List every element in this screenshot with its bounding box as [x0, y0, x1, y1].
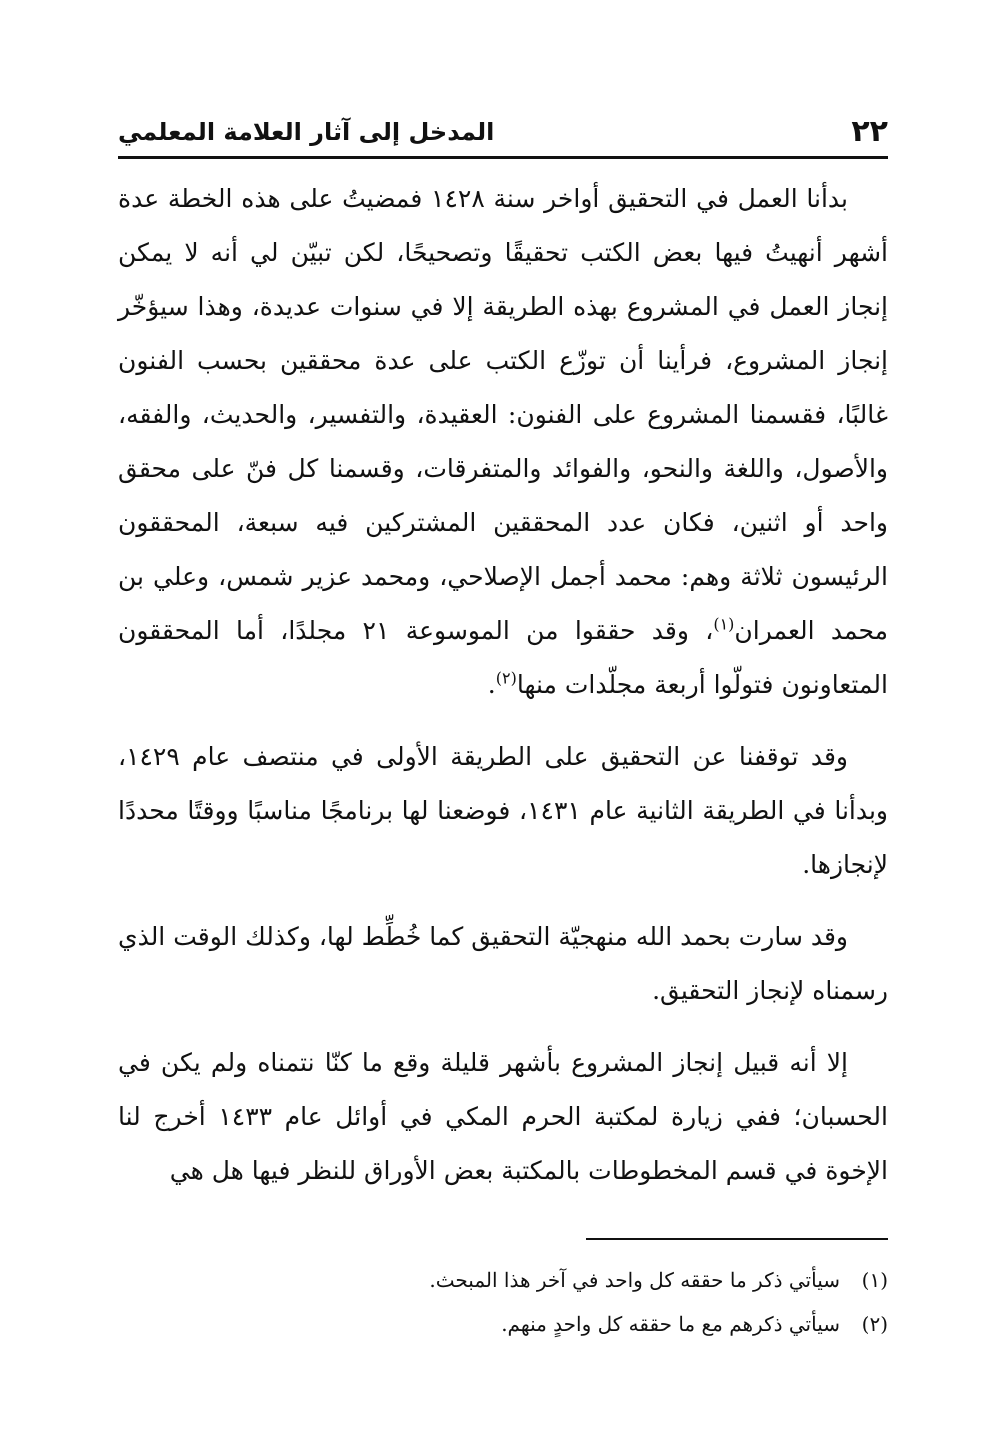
footnote-ref-1: (١): [713, 614, 735, 634]
page-number: ٢٢: [851, 114, 888, 149]
paragraph-1-text-a: بدأنا العمل في التحقيق أواخر سنة ١٤٢٨ فمضيتُ على هذه الخطة عدة أشهر أنهيتُ فيها بعض الكتب تحقيقًا وتصحيحًا، لكن تبيّن لي أنه لا يمكن إنجاز العمل في المشروع بهذه الطريقة إلا في سنوات عديدة، وهذا سيؤخّر إنجاز المشروع، فرأينا أن توزّع الكتب على عدة محققين بحسب الفنون غالبًا، فقسمنا المشروع على الفنون: العقيدة، والتفسير، والحديث، والفقه، والأصول، واللغة والنحو، والفوائد والمتفرقات، وقسمنا كل فنّ على محقق واحد أو اثنين، فكان عدد المحققين المشتركين فيه سبعة، المحققون الرئيسون ثلاثة وهم: محمد أجمل الإصلاحي، ومحمد عزير شمس، وعلي بن محمد العمران: [118, 184, 889, 645]
running-title: المدخل إلى آثار العلامة المعلمي: [118, 118, 495, 146]
footnote-1-mark: (١): [861, 1268, 888, 1292]
footnote-divider: [586, 1238, 888, 1240]
footnote-2-text: سيأتي ذكرهم مع ما حققه كل واحدٍ منهم.: [501, 1312, 840, 1336]
footnote-2: [118, 1302, 888, 1346]
paragraph-1-text-b: ، وقد حققوا من الموسوعة ٢١ مجلدًا، أما المحققون المتعاونون فتولّوا أربعة مجلّدات منها: [118, 616, 888, 699]
paragraph-3: وقد سارت بحمد الله منهجيّة التحقيق كما خُطِّط لها، وكذلك الوقت الذي رسمناه لإنجاز التحقيق.: [118, 922, 888, 1005]
footnote-1-text: سيأتي ذكر ما حققه كل واحد في آخر هذا المبحث.: [429, 1268, 840, 1292]
paragraph-2: وقد توقفنا عن التحقيق على الطريقة الأولى في منتصف عام ١٤٢٩، وبدأنا في الطريقة الثانية عام ١٤٣١، فوضعنا لها برنامجًا مناسبًا ووقتًا محددًا لإنجازها.: [118, 742, 888, 879]
footnote-ref-2: (٢): [495, 668, 517, 688]
page-header: [118, 112, 888, 154]
main-text: [118, 172, 888, 1216]
paragraph-4: إلا أنه قبيل إنجاز المشروع بأشهر قليلة وقع ما كنّا نتمناه ولم يكن في الحسبان؛ ففي زيارة لمكتبة الحرم المكي في أوائل عام ١٤٣٣ أخرج لنا الإخوة في قسم المخطوطات بالمكتبة بعض الأوراق للنظر فيها هل هي: [118, 1048, 888, 1185]
header-divider: [118, 156, 888, 159]
footnote-2-mark: (٢): [861, 1312, 888, 1336]
paragraph-1: [118, 172, 888, 712]
footnotes: [118, 1258, 888, 1346]
paragraph-1-end: .: [487, 670, 496, 699]
footnote-1: [118, 1258, 888, 1302]
